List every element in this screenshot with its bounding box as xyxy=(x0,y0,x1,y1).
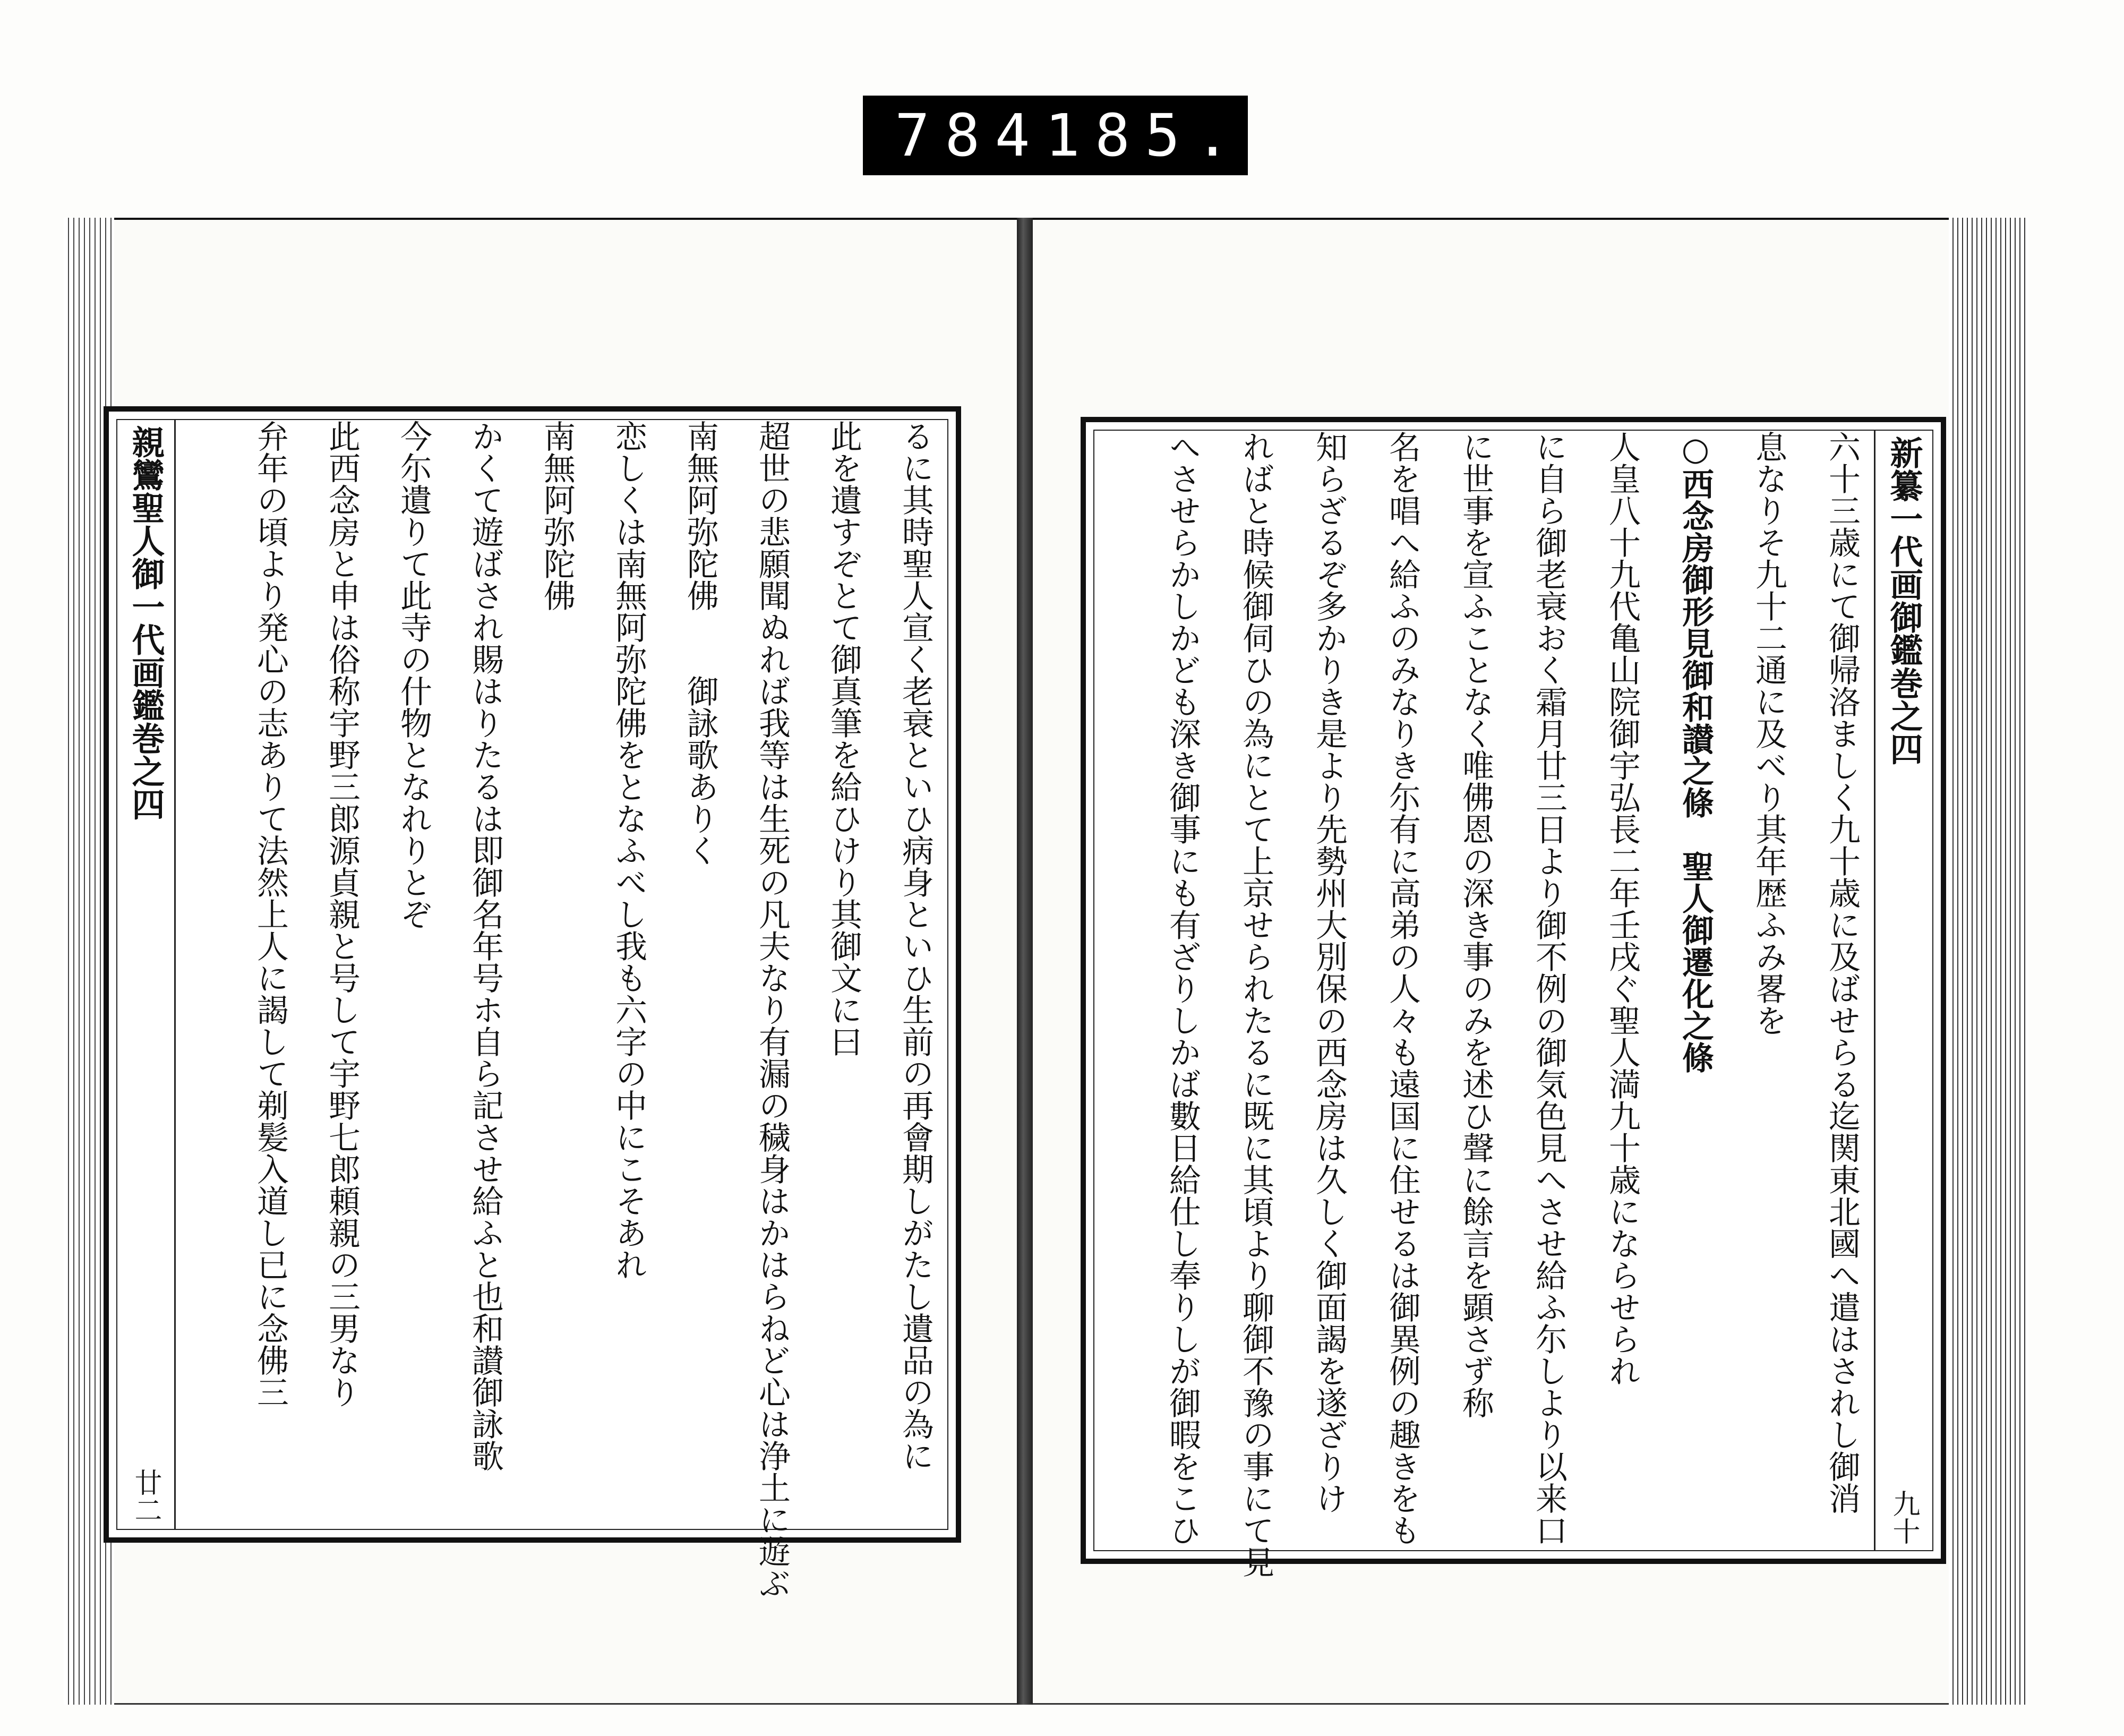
right-column-5: に自ら御老衰おく霜月廿三日より御不例の御気色見へさせ給ふ尓しより以来口 xyxy=(1530,431,1568,1546)
left-column-1: るに其時聖人宣く老衰といひ病身といひ生前の再會期しがたし遺品の為に xyxy=(897,420,934,1472)
left-column-3-poem: 超世の悲願聞ぬれば我等は生死の凡夫なり有漏の穢身はかはらねど心は浄土に遊ぶ xyxy=(753,420,791,1599)
right-page-header-title: 新纂一代画御鑑巻之四 xyxy=(1885,436,1923,765)
left-page-header xyxy=(117,420,176,1529)
right-column-3-section-heading: ○西念房御形見御和讃之條 聖人御遷化之條 xyxy=(1677,431,1714,1073)
right-page-header xyxy=(1874,431,1932,1550)
left-column-7: かくて遊ばされ賜はりたるは即御名年号ホ自ら記させ給ふと也和讃御詠歌 xyxy=(467,420,504,1472)
left-page-text-area xyxy=(116,419,948,1599)
right-column-2: 息なりそ九十二通に及べり其年歴ふみ畧を xyxy=(1750,431,1787,1036)
right-column-6: に世事を宣ふことなく唯佛恩の深き事のみを述ひ聲に餘言を顕さず称 xyxy=(1457,431,1494,1418)
left-column-9: 此西念房と申は俗称宇野三郎源貞親と号して宇野七郎頼親の三男なり xyxy=(323,420,361,1408)
left-page-number: 廿二 xyxy=(130,1468,161,1524)
right-page-number: 九十 xyxy=(1888,1490,1920,1545)
fore-edge-pages xyxy=(1949,218,2028,1705)
left-column-8: 今尓遺りて此寺の什物となれりとぞ xyxy=(395,420,432,930)
right-page-frame xyxy=(1081,417,1946,1578)
left-column-4: 南無阿弥陀佛 御詠歌ありく xyxy=(682,420,719,866)
right-column-1: 六十三歳にて御帰洛ましく九十歳に及ばせらる迄関東北國へ遣はされし御消 xyxy=(1823,431,1861,1514)
right-page-text-area xyxy=(1093,430,1933,1578)
left-column-10: 弁年の頃より発心の志ありて法然上人に謁して剃髪入道し已に念佛三 xyxy=(252,420,289,1408)
right-column-4: 人皇八十九代亀山院御宇弘長二年壬戌ぐ聖人満九十歳にならせられ xyxy=(1604,431,1641,1387)
accession-number-right: 185. xyxy=(1044,101,1245,169)
right-column-10: へさせらかしかども深き御事にも有ざりしかば數日給仕し奉りしが御暇をこひ xyxy=(1164,431,1201,1546)
right-column-9: ればと時候御伺ひの為にとて上京せられたるに既に其頃より聊御不豫の事にて見 xyxy=(1237,431,1274,1578)
accession-number-strip xyxy=(863,96,1248,175)
left-column-2: 此を遺すぞとて御真筆を給ひけり其御文に曰 xyxy=(825,420,862,1057)
left-column-5-poem: 恋しくは南無阿弥陀佛をとなふべし我も六字の中にこそあれ xyxy=(610,420,647,1280)
left-column-6: 南無阿弥陀佛 xyxy=(538,420,576,611)
book-gutter xyxy=(1017,218,1033,1705)
left-page-frame xyxy=(104,406,961,1599)
right-column-8: 知らざるぞ多かりき是より先勢州大別保の西念房は久しく御面謁を遂ざりけ xyxy=(1311,431,1348,1514)
accession-number-left: 784 xyxy=(895,101,1045,169)
right-column-7: 名を唱へ給ふのみなりき尓有に高弟の人々も遠国に住せるは御異例の趣きをも xyxy=(1384,431,1421,1546)
left-page-header-title: 親鸞聖人御一代画鑑巻之四 xyxy=(126,425,165,820)
